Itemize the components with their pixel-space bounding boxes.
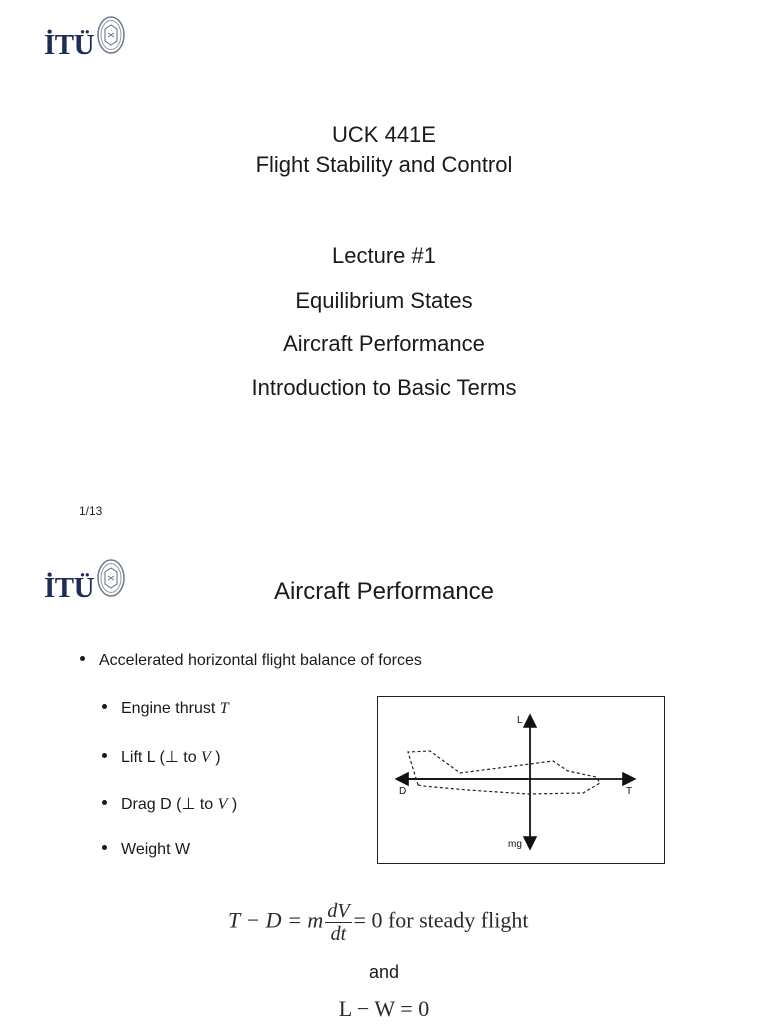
sub-bullet-label: Drag D (⊥ to bbox=[121, 796, 218, 813]
fraction-numerator: dV bbox=[327, 900, 350, 922]
equation-right: = 0 for steady flight bbox=[353, 907, 529, 933]
topic-equilibrium: Equilibrium States bbox=[295, 288, 473, 313]
equation-fraction bbox=[325, 900, 351, 945]
topic-basic-terms: Introduction to Basic Terms bbox=[251, 375, 517, 400]
logo-text: İTÜ bbox=[44, 29, 95, 61]
connector-text: and bbox=[368, 962, 400, 982]
sub-bullet-lift bbox=[102, 747, 221, 767]
sub-bullet-drag bbox=[102, 794, 237, 814]
drag-label: D bbox=[399, 786, 407, 797]
sub-bullet-thrust bbox=[102, 700, 229, 718]
topic-performance: Aircraft Performance bbox=[283, 331, 485, 356]
bullet-dot bbox=[102, 845, 107, 850]
force-diagram bbox=[377, 696, 665, 864]
lift-label: L bbox=[517, 715, 523, 726]
main-bullet bbox=[80, 652, 422, 670]
itu-logo bbox=[44, 17, 126, 60]
course-code: UCK 441E bbox=[332, 122, 436, 147]
main-bullet-text: Accelerated horizontal flight balance of forces bbox=[99, 652, 422, 669]
logo-text: İTÜ bbox=[44, 572, 95, 604]
fraction-denominator: dt bbox=[330, 923, 347, 945]
university-seal-icon bbox=[96, 15, 126, 55]
bullet-dot bbox=[102, 800, 107, 805]
sub-bullet-suffix: ) bbox=[210, 749, 221, 766]
equation-left: T − D = m bbox=[228, 907, 324, 933]
equation-lift-weight: L − W = 0 bbox=[338, 996, 430, 1021]
bullet-dot bbox=[102, 704, 107, 709]
slide-title: Aircraft Performance bbox=[273, 578, 495, 605]
bullet-dot bbox=[102, 753, 107, 758]
sub-bullet-label: Weight W bbox=[121, 841, 191, 858]
sub-bullet-label: Engine thrust bbox=[121, 700, 220, 717]
sub-bullet-weight bbox=[102, 841, 190, 859]
thrust-label: T bbox=[626, 786, 633, 797]
bullet-dot bbox=[80, 656, 85, 661]
force-diagram-svg bbox=[378, 697, 663, 862]
sub-bullet-symbol: T bbox=[219, 700, 229, 717]
equation-thrust-drag bbox=[228, 900, 528, 945]
sub-bullet-label: Lift L (⊥ to bbox=[121, 749, 202, 766]
aircraft-outline bbox=[408, 751, 600, 794]
sub-bullet-symbol: V bbox=[217, 796, 228, 813]
page-number: 1/13 bbox=[79, 504, 103, 518]
lecture-number: Lecture #1 bbox=[332, 243, 436, 268]
course-title: Flight Stability and Control bbox=[255, 152, 513, 177]
weight-label: mg bbox=[508, 839, 522, 850]
sub-bullet-suffix: ) bbox=[227, 796, 238, 813]
sub-bullet-symbol: V bbox=[201, 749, 211, 766]
